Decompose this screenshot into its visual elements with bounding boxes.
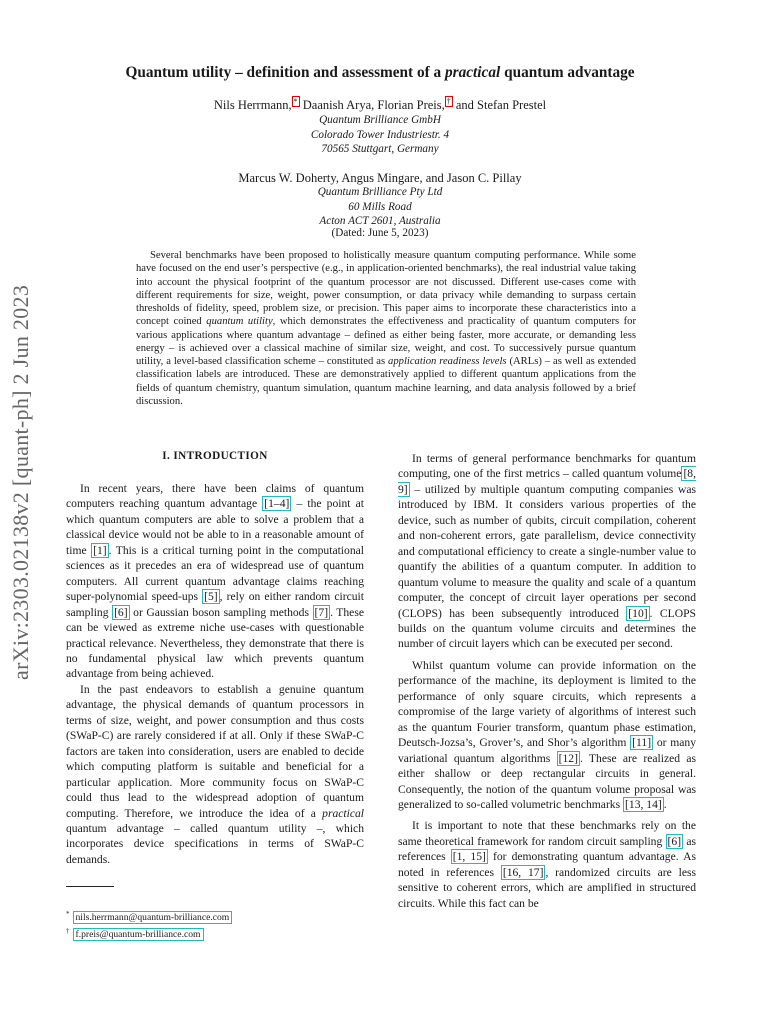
- right-column: [398, 451, 696, 917]
- email-link[interactable]: f.preis@quantum-brilliance.com: [73, 928, 204, 941]
- footnote-link-1[interactable]: *: [293, 97, 298, 106]
- section-heading: I. INTRODUCTION: [162, 450, 268, 462]
- body-text: quantum advantage – called quantum utility –, which incorporates device specifications in terms of SWaP-C demands.: [66, 821, 364, 866]
- affiliation-line: Quantum Brilliance Pty Ltd: [317, 186, 443, 198]
- footnote-link-2[interactable]: †: [446, 97, 451, 106]
- footnote-mark: †: [66, 926, 70, 935]
- affiliation-line: Colorado Tower Industriestr. 4: [310, 128, 450, 141]
- citation-link[interactable]: [12]: [558, 751, 578, 765]
- body-text: . These can be viewed as extreme niche use-cases with questionable practical relevance. Nevertheless, they demonstrate that there is no fundamental physical law which prevents quantum advantage from being achieved.: [66, 605, 364, 681]
- body-text: for demonstrating quantum advantage. As noted in references: [398, 850, 696, 879]
- footnote-2: [66, 925, 232, 942]
- citation-link[interactable]: [13, 14]: [625, 797, 662, 811]
- citation-link[interactable]: [1]: [93, 543, 107, 557]
- affiliation-line: Quantum Brilliance GmbH: [319, 114, 441, 126]
- body-text: . These are realized as either shallow or deep rectangular circuits in general. Consequently, the notion of the quantum volume proposal was generalized to so-called volumetric benchmarks: [398, 751, 696, 811]
- paragraph: [398, 658, 696, 813]
- citation-link[interactable]: [8, 9]: [398, 467, 696, 496]
- citation-link[interactable]: [6]: [114, 605, 128, 619]
- affiliation-line: 70565 Stuttgart, Germany: [321, 143, 439, 156]
- abstract: [136, 249, 636, 408]
- title-part1: Quantum utility – definition and assessment of a: [125, 64, 446, 81]
- footnote-mark: *: [66, 910, 70, 918]
- footnotes: [66, 908, 232, 941]
- body-text: , rely on either random circuit sampling: [66, 590, 364, 619]
- body-text: – the point at which quantum computers are able to solve a problem that a classical device would not be able to in a reasonable amount of time: [66, 497, 364, 557]
- body-text: In recent years, there have been claims of quantum computers reaching quantum advantage: [66, 482, 364, 511]
- body-text: , randomized circuits are less sensitive to coherent errors, which are amplified in structured circuits. While this fact can be: [398, 865, 696, 910]
- citation-link[interactable]: [7]: [314, 605, 329, 619]
- affiliation-2: [140, 185, 620, 229]
- authors-group-1: [140, 98, 620, 113]
- abstract-paragraph: [136, 249, 636, 408]
- paragraph: [66, 481, 364, 682]
- citation-link[interactable]: [5]: [204, 590, 218, 604]
- citation-link[interactable]: [16, 17]: [502, 865, 544, 879]
- paper-title: [60, 64, 700, 82]
- citation-link[interactable]: [1, 15]: [452, 850, 486, 864]
- abstract-text: , which demonstrates the effectiveness and practicality of quantum computers for various applications where quantum advantage – defined as either being faster, more accurate, or demanding less energy – is achieved over a classical machine of similar size, weight, and cost. To successively pursue quantum utility, a level-based classification scheme – constituted as: [136, 316, 636, 367]
- footnote-1: [66, 908, 232, 925]
- body-text: or Gaussian boson sampling methods: [129, 605, 313, 619]
- abstract-emphasis: application readiness levels: [388, 356, 507, 367]
- abstract-text: Several benchmarks have been proposed to holistically measure quantum computing performance. While some have focused on the end user’s perspective (e.g., in application-oriented benchmarks), the real industrial value taking into account the physical footprint of the quantum processor are not discussed. Different use-cases come with different requirements for size, weight, power consumption, or data privacy while demanding to surpass certain thresholds of fidelity, speed, problem size, or precision. This paper aims to incorporate these characteristics into a concept coined: [136, 250, 636, 328]
- body-text: It is important to note that these benchmarks rely on the same theoretical framework for random circuit sampling: [398, 819, 696, 848]
- body-text: In terms of general performance benchmarks for quantum computing, one of the first metrics – called quantum volume: [398, 452, 696, 481]
- abstract-emphasis: quantum utility: [206, 316, 273, 328]
- paragraph: [398, 818, 696, 911]
- footnote-divider: [66, 886, 114, 887]
- body-text: . CLOPS builds on the quantum volume circuits and determines the number of circuit layers which can be executed per second.: [398, 606, 696, 651]
- body-text: Whilst quantum volume can provide information on the performance of the machine, its deployment is limited to the performance of only square circuits, which represents a compromise of the large variety of algorithms of interest such as the quantum Fourier transform, quantum phase estimation, Deutsch-Jozsa’s, Grover’s, and Shor’s algorithm: [398, 658, 696, 750]
- body-text: . This is a critical turning point in the computational sciences as it precedes an era of widespread use of quantum computers. All current quantum advantage claims reaching super-polynomial speed-ups: [66, 543, 364, 604]
- affiliation-1: [140, 113, 620, 157]
- author-text: and Stefan Prestel: [452, 98, 547, 113]
- affiliation-line: 60 Mills Road: [348, 200, 412, 213]
- paragraph: [66, 682, 364, 867]
- authors-group-2: Marcus W. Doherty, Angus Mingare, and Jason C. Pillay: [238, 171, 522, 185]
- body-text: – utilized by multiple quantum computing companies was introduced by IBM. It considers various properties of the device, such as number of qubits, circuit compilation, coherent and non-coherent errors, gate parallelism, device connectivity and computational efficiency to create a single-number value to quantify the abilities of a quantum computer. In addition to quantum volume to measure the quality and scale of a quantum computer, the concept of circuit layer operations per second (CLOPS) has been subsequently introduced: [398, 482, 696, 620]
- title-part2: quantum advantage: [500, 64, 635, 81]
- email-link[interactable]: nils.herrmann@quantum-brilliance.com: [73, 911, 233, 924]
- dated-line: (Dated: June 5, 2023): [331, 227, 429, 239]
- body-emphasis: practical: [322, 806, 364, 820]
- affiliation-line: Acton ACT 2601, Australia: [319, 215, 441, 228]
- citation-link[interactable]: [11]: [632, 736, 652, 750]
- citation-link[interactable]: [10]: [628, 606, 648, 620]
- left-column: [66, 481, 364, 867]
- title-emphasis: practical: [445, 64, 501, 81]
- citation-link[interactable]: [6]: [667, 834, 682, 848]
- body-text: In the past endeavors to establish a genuine quantum advantage, the physical demands of quantum processors in terms of size, weight, and power consumption and thus costs (SWaP-C) are rarely considered if at all. Only if these SWaP-C factors are taken into consideration, users are enabled to decide which computing platform is suitable and beneficial for a particular application. More community focus on SWaP-C could thus lead to the widespread adoption of quantum computing. Therefore, we introduce the idea of a: [66, 682, 364, 820]
- body-text: or many variational quantum algorithms: [398, 736, 696, 765]
- citation-link[interactable]: [1–4]: [264, 497, 290, 511]
- author-text: Daanish Arya, Florian Preis,: [299, 98, 445, 113]
- body-text: .: [663, 797, 667, 811]
- arxiv-identifier: arXiv:2303.02138v2 [quant-ph] 2 Jun 2023: [8, 284, 33, 680]
- paragraph: [398, 451, 696, 652]
- author-text: Nils Herrmann,: [213, 98, 292, 113]
- body-text: as references: [398, 834, 696, 864]
- abstract-text: (ARLs) – as well as extended classification labels are introduced. These are demonstratively applied to different quantum applications from the fields of quantum chemistry, quantum simulation, quantum machine learning, and data analysis followed by a brief discussion.: [136, 356, 636, 407]
